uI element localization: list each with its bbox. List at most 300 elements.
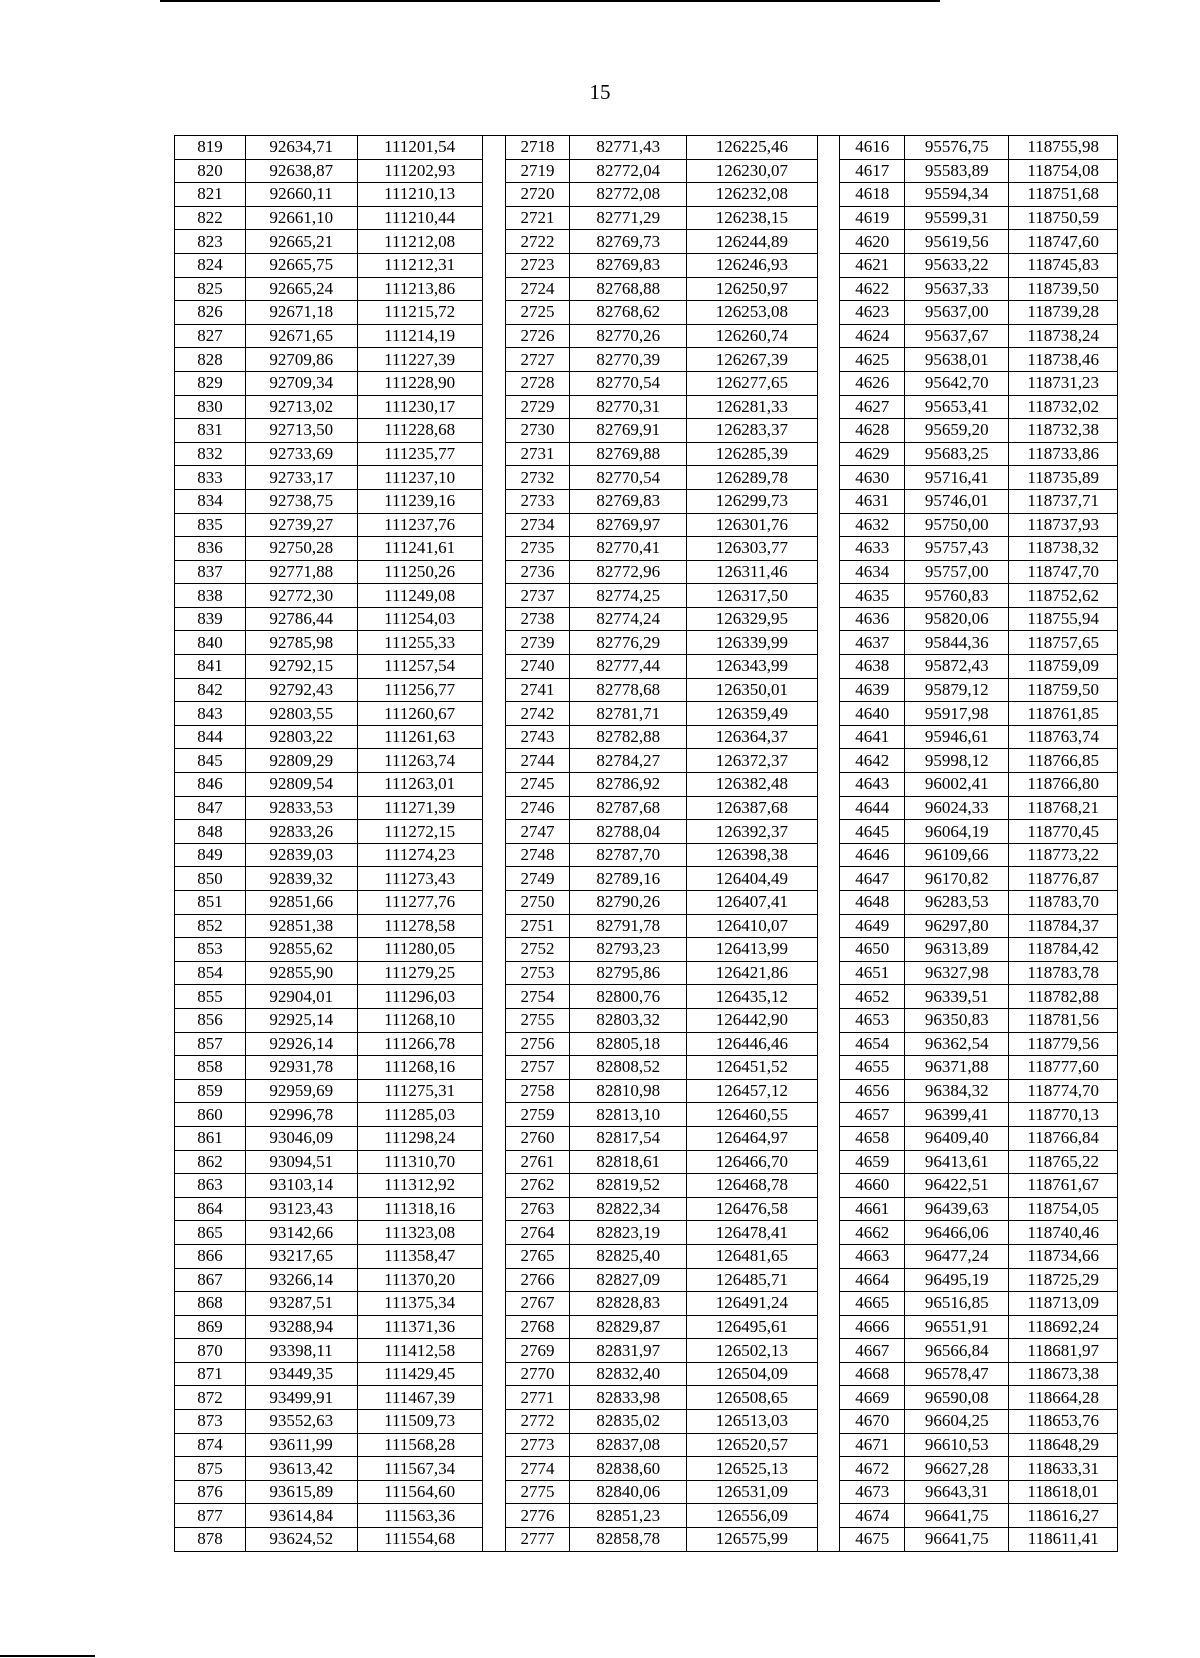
point-number-cell: 852 bbox=[175, 914, 246, 938]
x-coordinate-cell: 95750,00 bbox=[905, 513, 1009, 537]
table-row bbox=[175, 985, 1118, 1009]
point-number-cell: 850 bbox=[175, 867, 246, 891]
column-gap bbox=[817, 843, 840, 867]
x-coordinate-cell: 96495,19 bbox=[905, 1268, 1009, 1292]
point-number-cell: 820 bbox=[175, 159, 246, 183]
y-coordinate-cell: 118755,94 bbox=[1009, 607, 1118, 631]
y-coordinate-cell: 126468,78 bbox=[687, 1174, 817, 1198]
y-coordinate-cell: 118761,85 bbox=[1009, 702, 1118, 726]
page-number: 15 bbox=[589, 80, 611, 104]
point-number-cell: 2731 bbox=[505, 442, 570, 466]
x-coordinate-cell: 93046,09 bbox=[245, 1126, 357, 1150]
column-gap bbox=[482, 513, 505, 537]
column-gap bbox=[817, 466, 840, 490]
point-number-cell: 877 bbox=[175, 1504, 246, 1528]
y-coordinate-cell: 126253,08 bbox=[687, 301, 817, 325]
x-coordinate-cell: 95659,20 bbox=[905, 419, 1009, 443]
x-coordinate-cell: 96604,25 bbox=[905, 1410, 1009, 1434]
point-number-cell: 2764 bbox=[505, 1221, 570, 1245]
column-gap bbox=[482, 419, 505, 443]
column-gap bbox=[482, 631, 505, 655]
table-row bbox=[175, 513, 1118, 537]
x-coordinate-cell: 92904,01 bbox=[245, 985, 357, 1009]
point-number-cell: 4619 bbox=[840, 206, 905, 230]
x-coordinate-cell: 95844,36 bbox=[905, 631, 1009, 655]
y-coordinate-cell: 126238,15 bbox=[687, 206, 817, 230]
y-coordinate-cell: 118734,66 bbox=[1009, 1244, 1118, 1268]
y-coordinate-cell: 111370,20 bbox=[357, 1268, 482, 1292]
column-gap bbox=[817, 513, 840, 537]
column-gap bbox=[482, 1268, 505, 1292]
x-coordinate-cell: 92803,22 bbox=[245, 725, 357, 749]
y-coordinate-cell: 126343,99 bbox=[687, 655, 817, 679]
y-coordinate-cell: 118732,38 bbox=[1009, 419, 1118, 443]
y-coordinate-cell: 111261,63 bbox=[357, 725, 482, 749]
column-gap bbox=[817, 1174, 840, 1198]
y-coordinate-cell: 126404,49 bbox=[687, 867, 817, 891]
y-coordinate-cell: 126267,39 bbox=[687, 348, 817, 372]
x-coordinate-cell: 92839,32 bbox=[245, 867, 357, 891]
column-gap bbox=[817, 725, 840, 749]
point-number-cell: 4644 bbox=[840, 796, 905, 820]
y-coordinate-cell: 118745,83 bbox=[1009, 253, 1118, 277]
x-coordinate-cell: 92959,69 bbox=[245, 1079, 357, 1103]
y-coordinate-cell: 126451,52 bbox=[687, 1056, 817, 1080]
y-coordinate-cell: 118737,71 bbox=[1009, 489, 1118, 513]
table-row bbox=[175, 253, 1118, 277]
table-row bbox=[175, 1315, 1118, 1339]
point-number-cell: 2720 bbox=[505, 183, 570, 207]
point-number-cell: 4633 bbox=[840, 537, 905, 561]
column-gap bbox=[482, 1528, 505, 1552]
table-row bbox=[175, 1150, 1118, 1174]
x-coordinate-cell: 82768,88 bbox=[570, 277, 687, 301]
point-number-cell: 828 bbox=[175, 348, 246, 372]
y-coordinate-cell: 111310,70 bbox=[357, 1150, 482, 1174]
table-row bbox=[175, 796, 1118, 820]
point-number-cell: 4672 bbox=[840, 1457, 905, 1481]
column-gap bbox=[817, 1362, 840, 1386]
point-number-cell: 4618 bbox=[840, 183, 905, 207]
point-number-cell: 2735 bbox=[505, 537, 570, 561]
coordinates-table bbox=[174, 135, 1118, 1552]
column-gap bbox=[817, 136, 840, 160]
x-coordinate-cell: 93398,11 bbox=[245, 1339, 357, 1363]
point-number-cell: 2743 bbox=[505, 725, 570, 749]
column-gap bbox=[817, 301, 840, 325]
x-coordinate-cell: 82829,87 bbox=[570, 1315, 687, 1339]
x-coordinate-cell: 92665,24 bbox=[245, 277, 357, 301]
point-number-cell: 2722 bbox=[505, 230, 570, 254]
column-gap bbox=[817, 655, 840, 679]
y-coordinate-cell: 118766,80 bbox=[1009, 773, 1118, 797]
column-gap bbox=[817, 1457, 840, 1481]
y-coordinate-cell: 111257,54 bbox=[357, 655, 482, 679]
column-gap bbox=[817, 442, 840, 466]
table-row bbox=[175, 230, 1118, 254]
column-gap bbox=[482, 206, 505, 230]
x-coordinate-cell: 82838,60 bbox=[570, 1457, 687, 1481]
y-coordinate-cell: 118783,78 bbox=[1009, 961, 1118, 985]
column-gap bbox=[482, 584, 505, 608]
point-number-cell: 2749 bbox=[505, 867, 570, 891]
point-number-cell: 855 bbox=[175, 985, 246, 1009]
column-gap bbox=[817, 891, 840, 915]
point-number-cell: 4669 bbox=[840, 1386, 905, 1410]
point-number-cell: 2774 bbox=[505, 1457, 570, 1481]
point-number-cell: 822 bbox=[175, 206, 246, 230]
x-coordinate-cell: 82774,25 bbox=[570, 584, 687, 608]
point-number-cell: 862 bbox=[175, 1150, 246, 1174]
table-row bbox=[175, 395, 1118, 419]
point-number-cell: 849 bbox=[175, 843, 246, 867]
column-gap bbox=[817, 607, 840, 631]
point-number-cell: 844 bbox=[175, 725, 246, 749]
y-coordinate-cell: 118777,60 bbox=[1009, 1056, 1118, 1080]
point-number-cell: 4652 bbox=[840, 985, 905, 1009]
point-number-cell: 4638 bbox=[840, 655, 905, 679]
point-number-cell: 4651 bbox=[840, 961, 905, 985]
y-coordinate-cell: 118750,59 bbox=[1009, 206, 1118, 230]
y-coordinate-cell: 118713,09 bbox=[1009, 1292, 1118, 1316]
x-coordinate-cell: 82837,08 bbox=[570, 1433, 687, 1457]
point-number-cell: 847 bbox=[175, 796, 246, 820]
x-coordinate-cell: 92839,03 bbox=[245, 843, 357, 867]
point-number-cell: 875 bbox=[175, 1457, 246, 1481]
y-coordinate-cell: 118773,22 bbox=[1009, 843, 1118, 867]
column-gap bbox=[482, 1174, 505, 1198]
y-coordinate-cell: 111280,05 bbox=[357, 938, 482, 962]
x-coordinate-cell: 95637,33 bbox=[905, 277, 1009, 301]
x-coordinate-cell: 82817,54 bbox=[570, 1126, 687, 1150]
y-coordinate-cell: 126466,70 bbox=[687, 1150, 817, 1174]
y-coordinate-cell: 118770,45 bbox=[1009, 820, 1118, 844]
table-row bbox=[175, 489, 1118, 513]
column-gap bbox=[482, 985, 505, 1009]
column-gap bbox=[817, 796, 840, 820]
point-number-cell: 830 bbox=[175, 395, 246, 419]
point-number-cell: 2724 bbox=[505, 277, 570, 301]
point-number-cell: 2759 bbox=[505, 1103, 570, 1127]
x-coordinate-cell: 92996,78 bbox=[245, 1103, 357, 1127]
x-coordinate-cell: 95998,12 bbox=[905, 749, 1009, 773]
point-number-cell: 2760 bbox=[505, 1126, 570, 1150]
x-coordinate-cell: 96590,08 bbox=[905, 1386, 1009, 1410]
x-coordinate-cell: 92786,44 bbox=[245, 607, 357, 631]
y-coordinate-cell: 111250,26 bbox=[357, 560, 482, 584]
y-coordinate-cell: 118782,88 bbox=[1009, 985, 1118, 1009]
table-row bbox=[175, 1433, 1118, 1457]
column-gap bbox=[482, 253, 505, 277]
point-number-cell: 843 bbox=[175, 702, 246, 726]
y-coordinate-cell: 118673,38 bbox=[1009, 1362, 1118, 1386]
x-coordinate-cell: 82832,40 bbox=[570, 1362, 687, 1386]
point-number-cell: 2723 bbox=[505, 253, 570, 277]
x-coordinate-cell: 95653,41 bbox=[905, 395, 1009, 419]
table-row bbox=[175, 537, 1118, 561]
x-coordinate-cell: 82786,92 bbox=[570, 773, 687, 797]
table-row bbox=[175, 324, 1118, 348]
x-coordinate-cell: 93217,65 bbox=[245, 1244, 357, 1268]
point-number-cell: 2766 bbox=[505, 1268, 570, 1292]
x-coordinate-cell: 82810,98 bbox=[570, 1079, 687, 1103]
column-gap bbox=[482, 773, 505, 797]
point-number-cell: 2728 bbox=[505, 371, 570, 395]
table-row bbox=[175, 136, 1118, 160]
x-coordinate-cell: 92738,75 bbox=[245, 489, 357, 513]
y-coordinate-cell: 118759,50 bbox=[1009, 678, 1118, 702]
y-coordinate-cell: 126244,89 bbox=[687, 230, 817, 254]
column-gap bbox=[482, 702, 505, 726]
column-gap bbox=[817, 253, 840, 277]
table-row bbox=[175, 371, 1118, 395]
column-gap bbox=[817, 961, 840, 985]
y-coordinate-cell: 118681,97 bbox=[1009, 1339, 1118, 1363]
point-number-cell: 2745 bbox=[505, 773, 570, 797]
point-number-cell: 4671 bbox=[840, 1433, 905, 1457]
point-number-cell: 2744 bbox=[505, 749, 570, 773]
x-coordinate-cell: 96627,28 bbox=[905, 1457, 1009, 1481]
point-number-cell: 2755 bbox=[505, 1008, 570, 1032]
x-coordinate-cell: 92665,75 bbox=[245, 253, 357, 277]
table-row bbox=[175, 607, 1118, 631]
point-number-cell: 2772 bbox=[505, 1410, 570, 1434]
table-body bbox=[175, 136, 1118, 1552]
point-number-cell: 2719 bbox=[505, 159, 570, 183]
column-gap bbox=[817, 1268, 840, 1292]
x-coordinate-cell: 82787,70 bbox=[570, 843, 687, 867]
point-number-cell: 2768 bbox=[505, 1315, 570, 1339]
y-coordinate-cell: 111237,10 bbox=[357, 466, 482, 490]
x-coordinate-cell: 82769,88 bbox=[570, 442, 687, 466]
x-coordinate-cell: 82781,71 bbox=[570, 702, 687, 726]
y-coordinate-cell: 118739,28 bbox=[1009, 301, 1118, 325]
column-gap bbox=[817, 867, 840, 891]
x-coordinate-cell: 92925,14 bbox=[245, 1008, 357, 1032]
x-coordinate-cell: 93552,63 bbox=[245, 1410, 357, 1434]
point-number-cell: 878 bbox=[175, 1528, 246, 1552]
point-number-cell: 838 bbox=[175, 584, 246, 608]
point-number-cell: 4628 bbox=[840, 419, 905, 443]
point-number-cell: 829 bbox=[175, 371, 246, 395]
x-coordinate-cell: 82770,39 bbox=[570, 348, 687, 372]
x-coordinate-cell: 82805,18 bbox=[570, 1032, 687, 1056]
point-number-cell: 826 bbox=[175, 301, 246, 325]
y-coordinate-cell: 126277,65 bbox=[687, 371, 817, 395]
x-coordinate-cell: 95583,89 bbox=[905, 159, 1009, 183]
x-coordinate-cell: 92809,29 bbox=[245, 749, 357, 773]
x-coordinate-cell: 95879,12 bbox=[905, 678, 1009, 702]
x-coordinate-cell: 82831,97 bbox=[570, 1339, 687, 1363]
x-coordinate-cell: 92772,30 bbox=[245, 584, 357, 608]
point-number-cell: 870 bbox=[175, 1339, 246, 1363]
point-number-cell: 2771 bbox=[505, 1386, 570, 1410]
point-number-cell: 4661 bbox=[840, 1197, 905, 1221]
y-coordinate-cell: 111201,54 bbox=[357, 136, 482, 160]
y-coordinate-cell: 126281,33 bbox=[687, 395, 817, 419]
x-coordinate-cell: 93094,51 bbox=[245, 1150, 357, 1174]
x-coordinate-cell: 82800,76 bbox=[570, 985, 687, 1009]
table-row bbox=[175, 1457, 1118, 1481]
x-coordinate-cell: 92671,65 bbox=[245, 324, 357, 348]
y-coordinate-cell: 126350,01 bbox=[687, 678, 817, 702]
column-gap bbox=[482, 749, 505, 773]
point-number-cell: 831 bbox=[175, 419, 246, 443]
table-row bbox=[175, 301, 1118, 325]
point-number-cell: 4632 bbox=[840, 513, 905, 537]
point-number-cell: 841 bbox=[175, 655, 246, 679]
point-number-cell: 2756 bbox=[505, 1032, 570, 1056]
x-coordinate-cell: 92713,02 bbox=[245, 395, 357, 419]
column-gap bbox=[817, 206, 840, 230]
point-number-cell: 2754 bbox=[505, 985, 570, 1009]
point-number-cell: 863 bbox=[175, 1174, 246, 1198]
x-coordinate-cell: 96064,19 bbox=[905, 820, 1009, 844]
x-coordinate-cell: 93611,99 bbox=[245, 1433, 357, 1457]
x-coordinate-cell: 95757,00 bbox=[905, 560, 1009, 584]
point-number-cell: 4647 bbox=[840, 867, 905, 891]
point-number-cell: 871 bbox=[175, 1362, 246, 1386]
y-coordinate-cell: 111358,47 bbox=[357, 1244, 482, 1268]
y-coordinate-cell: 118757,65 bbox=[1009, 631, 1118, 655]
x-coordinate-cell: 92713,50 bbox=[245, 419, 357, 443]
point-number-cell: 2739 bbox=[505, 631, 570, 655]
x-coordinate-cell: 82774,24 bbox=[570, 607, 687, 631]
x-coordinate-cell: 95872,43 bbox=[905, 655, 1009, 679]
table-row bbox=[175, 1362, 1118, 1386]
x-coordinate-cell: 95946,61 bbox=[905, 725, 1009, 749]
table-row bbox=[175, 631, 1118, 655]
y-coordinate-cell: 126392,37 bbox=[687, 820, 817, 844]
y-coordinate-cell: 126299,73 bbox=[687, 489, 817, 513]
table-row bbox=[175, 655, 1118, 679]
point-number-cell: 864 bbox=[175, 1197, 246, 1221]
point-number-cell: 4670 bbox=[840, 1410, 905, 1434]
y-coordinate-cell: 118754,08 bbox=[1009, 159, 1118, 183]
x-coordinate-cell: 96413,61 bbox=[905, 1150, 1009, 1174]
x-coordinate-cell: 82787,68 bbox=[570, 796, 687, 820]
point-number-cell: 839 bbox=[175, 607, 246, 631]
x-coordinate-cell: 82793,23 bbox=[570, 938, 687, 962]
table-row bbox=[175, 419, 1118, 443]
point-number-cell: 2718 bbox=[505, 136, 570, 160]
point-number-cell: 4666 bbox=[840, 1315, 905, 1339]
table-row bbox=[175, 725, 1118, 749]
point-number-cell: 4641 bbox=[840, 725, 905, 749]
point-number-cell: 2751 bbox=[505, 914, 570, 938]
y-coordinate-cell: 118770,13 bbox=[1009, 1103, 1118, 1127]
x-coordinate-cell: 96641,75 bbox=[905, 1504, 1009, 1528]
x-coordinate-cell: 96339,51 bbox=[905, 985, 1009, 1009]
column-gap bbox=[817, 1197, 840, 1221]
point-number-cell: 4635 bbox=[840, 584, 905, 608]
column-gap bbox=[817, 371, 840, 395]
table-row bbox=[175, 1339, 1118, 1363]
y-coordinate-cell: 111296,03 bbox=[357, 985, 482, 1009]
point-number-cell: 2729 bbox=[505, 395, 570, 419]
table-row bbox=[175, 442, 1118, 466]
point-number-cell: 2730 bbox=[505, 419, 570, 443]
column-gap bbox=[482, 1244, 505, 1268]
point-number-cell: 4665 bbox=[840, 1292, 905, 1316]
point-number-cell: 2734 bbox=[505, 513, 570, 537]
x-coordinate-cell: 93449,35 bbox=[245, 1362, 357, 1386]
y-coordinate-cell: 118725,29 bbox=[1009, 1268, 1118, 1292]
point-number-cell: 824 bbox=[175, 253, 246, 277]
column-gap bbox=[817, 1433, 840, 1457]
point-number-cell: 2777 bbox=[505, 1528, 570, 1552]
y-coordinate-cell: 118752,62 bbox=[1009, 584, 1118, 608]
y-coordinate-cell: 118766,85 bbox=[1009, 749, 1118, 773]
y-coordinate-cell: 111249,08 bbox=[357, 584, 482, 608]
y-coordinate-cell: 118731,23 bbox=[1009, 371, 1118, 395]
y-coordinate-cell: 111213,86 bbox=[357, 277, 482, 301]
y-coordinate-cell: 118738,46 bbox=[1009, 348, 1118, 372]
x-coordinate-cell: 96641,75 bbox=[905, 1528, 1009, 1552]
table-row bbox=[175, 1292, 1118, 1316]
y-coordinate-cell: 118735,89 bbox=[1009, 466, 1118, 490]
y-coordinate-cell: 126283,37 bbox=[687, 419, 817, 443]
point-number-cell: 4664 bbox=[840, 1268, 905, 1292]
x-coordinate-cell: 95599,31 bbox=[905, 206, 1009, 230]
y-coordinate-cell: 111429,45 bbox=[357, 1362, 482, 1386]
top-rule bbox=[160, 0, 940, 2]
y-coordinate-cell: 111241,61 bbox=[357, 537, 482, 561]
point-number-cell: 4639 bbox=[840, 678, 905, 702]
column-gap bbox=[817, 1480, 840, 1504]
x-coordinate-cell: 82768,62 bbox=[570, 301, 687, 325]
column-gap bbox=[817, 1056, 840, 1080]
y-coordinate-cell: 111215,72 bbox=[357, 301, 482, 325]
point-number-cell: 2733 bbox=[505, 489, 570, 513]
x-coordinate-cell: 82772,96 bbox=[570, 560, 687, 584]
x-coordinate-cell: 96024,33 bbox=[905, 796, 1009, 820]
column-gap bbox=[817, 1528, 840, 1552]
x-coordinate-cell: 82769,83 bbox=[570, 489, 687, 513]
x-coordinate-cell: 96422,51 bbox=[905, 1174, 1009, 1198]
y-coordinate-cell: 111272,15 bbox=[357, 820, 482, 844]
y-coordinate-cell: 126329,95 bbox=[687, 607, 817, 631]
point-number-cell: 869 bbox=[175, 1315, 246, 1339]
y-coordinate-cell: 126446,46 bbox=[687, 1032, 817, 1056]
x-coordinate-cell: 96439,63 bbox=[905, 1197, 1009, 1221]
y-coordinate-cell: 126230,07 bbox=[687, 159, 817, 183]
y-coordinate-cell: 111254,03 bbox=[357, 607, 482, 631]
point-number-cell: 2776 bbox=[505, 1504, 570, 1528]
x-coordinate-cell: 96384,32 bbox=[905, 1079, 1009, 1103]
x-coordinate-cell: 96516,85 bbox=[905, 1292, 1009, 1316]
point-number-cell: 874 bbox=[175, 1433, 246, 1457]
point-number-cell: 2727 bbox=[505, 348, 570, 372]
x-coordinate-cell: 92709,34 bbox=[245, 371, 357, 395]
x-coordinate-cell: 96362,54 bbox=[905, 1032, 1009, 1056]
column-gap bbox=[817, 324, 840, 348]
point-number-cell: 4656 bbox=[840, 1079, 905, 1103]
column-gap bbox=[817, 560, 840, 584]
y-coordinate-cell: 111212,31 bbox=[357, 253, 482, 277]
column-gap bbox=[817, 230, 840, 254]
x-coordinate-cell: 82825,40 bbox=[570, 1244, 687, 1268]
column-gap bbox=[482, 1008, 505, 1032]
point-number-cell: 2741 bbox=[505, 678, 570, 702]
point-number-cell: 2753 bbox=[505, 961, 570, 985]
point-number-cell: 4620 bbox=[840, 230, 905, 254]
y-coordinate-cell: 126513,03 bbox=[687, 1410, 817, 1434]
point-number-cell: 4616 bbox=[840, 136, 905, 160]
point-number-cell: 833 bbox=[175, 466, 246, 490]
x-coordinate-cell: 96109,66 bbox=[905, 843, 1009, 867]
point-number-cell: 819 bbox=[175, 136, 246, 160]
